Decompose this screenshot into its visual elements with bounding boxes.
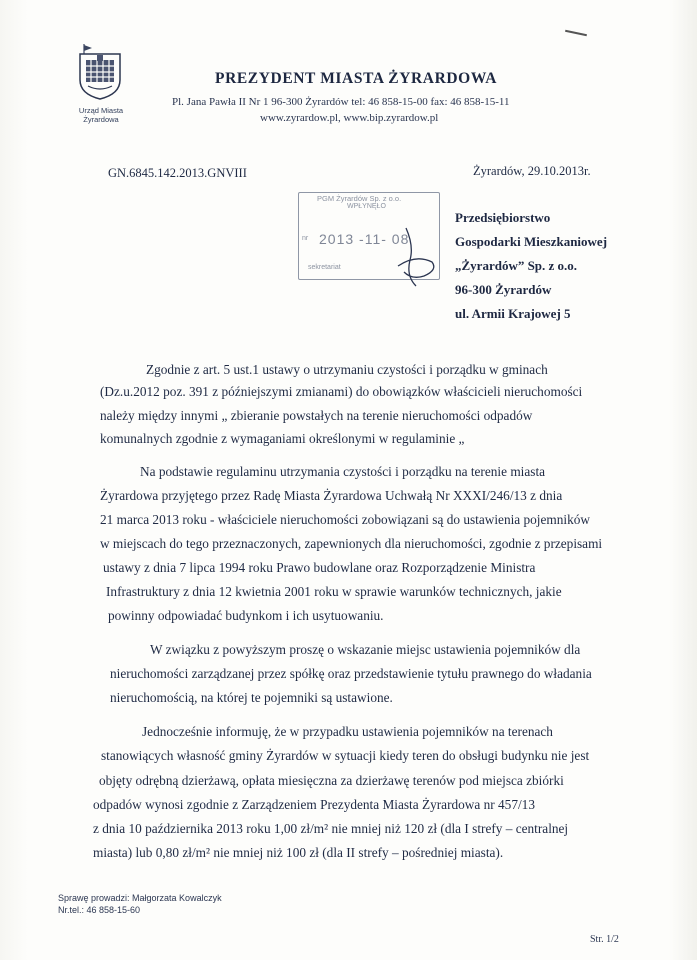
- office-label-line2: Żyrardowa: [83, 115, 119, 124]
- recipient-line-3: „Żyrardów” Sp. z o.o.: [455, 258, 578, 273]
- body-line: nieruchomością, na której te pojemniki są ustawione.: [110, 690, 393, 705]
- body-line: Infrastruktury z dnia 12 kwietnia 2001 roku w sprawie warunków technicznych, jakie: [106, 584, 562, 599]
- recipient-line-4: 96-300 Żyrardów: [455, 282, 552, 297]
- body-line: z dnia 10 października 2013 roku 1,00 zł/m² nie mniej niż 120 zł (dla I strefy – centralnej: [93, 821, 569, 836]
- body-line: komunalnych zgodnie z wymaganiami określonymi w regulaminie „: [100, 431, 465, 446]
- stamp-received: WPŁYNĘŁO: [347, 203, 386, 210]
- stamp-secretariat: sekretariat: [308, 264, 341, 271]
- handled-by: Sprawę prowadzi: Małgorzata Kowalczyk: [58, 893, 222, 903]
- signature-mark: [376, 226, 448, 290]
- office-label-line1: Urząd Miasta: [78, 106, 124, 115]
- body-line: stanowiących własność gminy Żyrardów w sytuacji kiedy teren do obsługi budynku nie jest: [101, 748, 590, 763]
- stamp-org: PGM Żyrardów Sp. z o.o.: [317, 194, 402, 203]
- recipient-line-2: Gospodarki Mieszkaniowej: [455, 234, 608, 249]
- body-line: ustawy z dnia 7 lipca 1994 roku Prawo budowlane oraz Rozporządzenie Ministra: [103, 560, 536, 575]
- body-line: powinny odpowiadać budynkom i ich usytuowaniu.: [108, 608, 384, 623]
- contact-phone: Nr.tel.: 46 858-15-60: [58, 905, 141, 915]
- stamp-number-label: nr: [302, 235, 309, 242]
- letter-date: Żyrardów, 29.10.2013r.: [473, 164, 591, 178]
- body-line: W związku z powyższym proszę o wskazanie miejsc ustawienia pojemników dla: [150, 642, 581, 657]
- body-line: nieruchomości zarządzanej przez spółkę oraz przedstawienie tytułu prawnego do władania: [110, 666, 592, 681]
- body-line: Jednocześnie informuję, że w przypadku ustawienia pojemników na terenach: [142, 724, 553, 739]
- page-number: Str. 1/2: [590, 934, 619, 945]
- office-label: [66, 106, 136, 124]
- recipient-line-5: ul. Armii Krajowej 5: [455, 306, 571, 321]
- body-line: miasta) lub 0,80 zł/m² nie mniej niż 100 zł (dla II strefy – pośredniej miasta).: [93, 845, 504, 860]
- city-crest-icon: [78, 42, 122, 100]
- body-line: Zgodnie z art. 5 ust.1 ustawy o utrzymaniu czystości i porządku w gminach: [146, 362, 548, 377]
- letterhead-address: Pl. Jana Pawła II Nr 1 96-300 Żyrardów tel: 46 858-15-00 fax: 46 858-15-11: [172, 96, 510, 108]
- stamp-date: 2013 -11- 08: [319, 231, 410, 247]
- reference-number: GN.6845.142.2013.GNVIII: [108, 166, 247, 180]
- body-line: Żyrardowa przyjętego przez Radę Miasta Żyrardowa Uchwałą Nr XXXI/246/13 z dnia: [100, 488, 563, 503]
- letterhead-title: PREZYDENT MIASTA ŻYRARDOWA: [215, 70, 498, 87]
- body-line: objęty odrębną dzierżawą, opłata miesięczna za dzierżawę terenów pod miejsca zbiórki: [99, 773, 564, 788]
- body-line: należy między innymi „ zbieranie powstałych na terenie nieruchomości odpadów: [100, 408, 533, 423]
- scan-mark: [565, 30, 587, 37]
- letterhead-web: www.zyrardow.pl, www.bip.zyrardow.pl: [260, 112, 439, 124]
- recipient-line-1: Przedsiębiorstwo: [455, 210, 551, 225]
- body-line: 21 marca 2013 roku - właściciele nieruchomości zobowiązani są do ustawienia pojemników: [100, 512, 590, 527]
- body-line: Na podstawie regulaminu utrzymania czystości i porządku na terenie miasta: [140, 464, 546, 479]
- body-line: w miejscach do tego przeznaczonych, zapewnionych dla nieruchomości, zgodnie z przepisami: [100, 536, 603, 551]
- body-line: (Dz.u.2012 poz. 391 z późniejszymi zmianami) do obowiązków właścicieli nieruchomości: [100, 384, 583, 399]
- body-line: odpadów wynosi zgodnie z Zarządzeniem Prezydenta Miasta Żyrardowa nr 457/13: [93, 797, 535, 812]
